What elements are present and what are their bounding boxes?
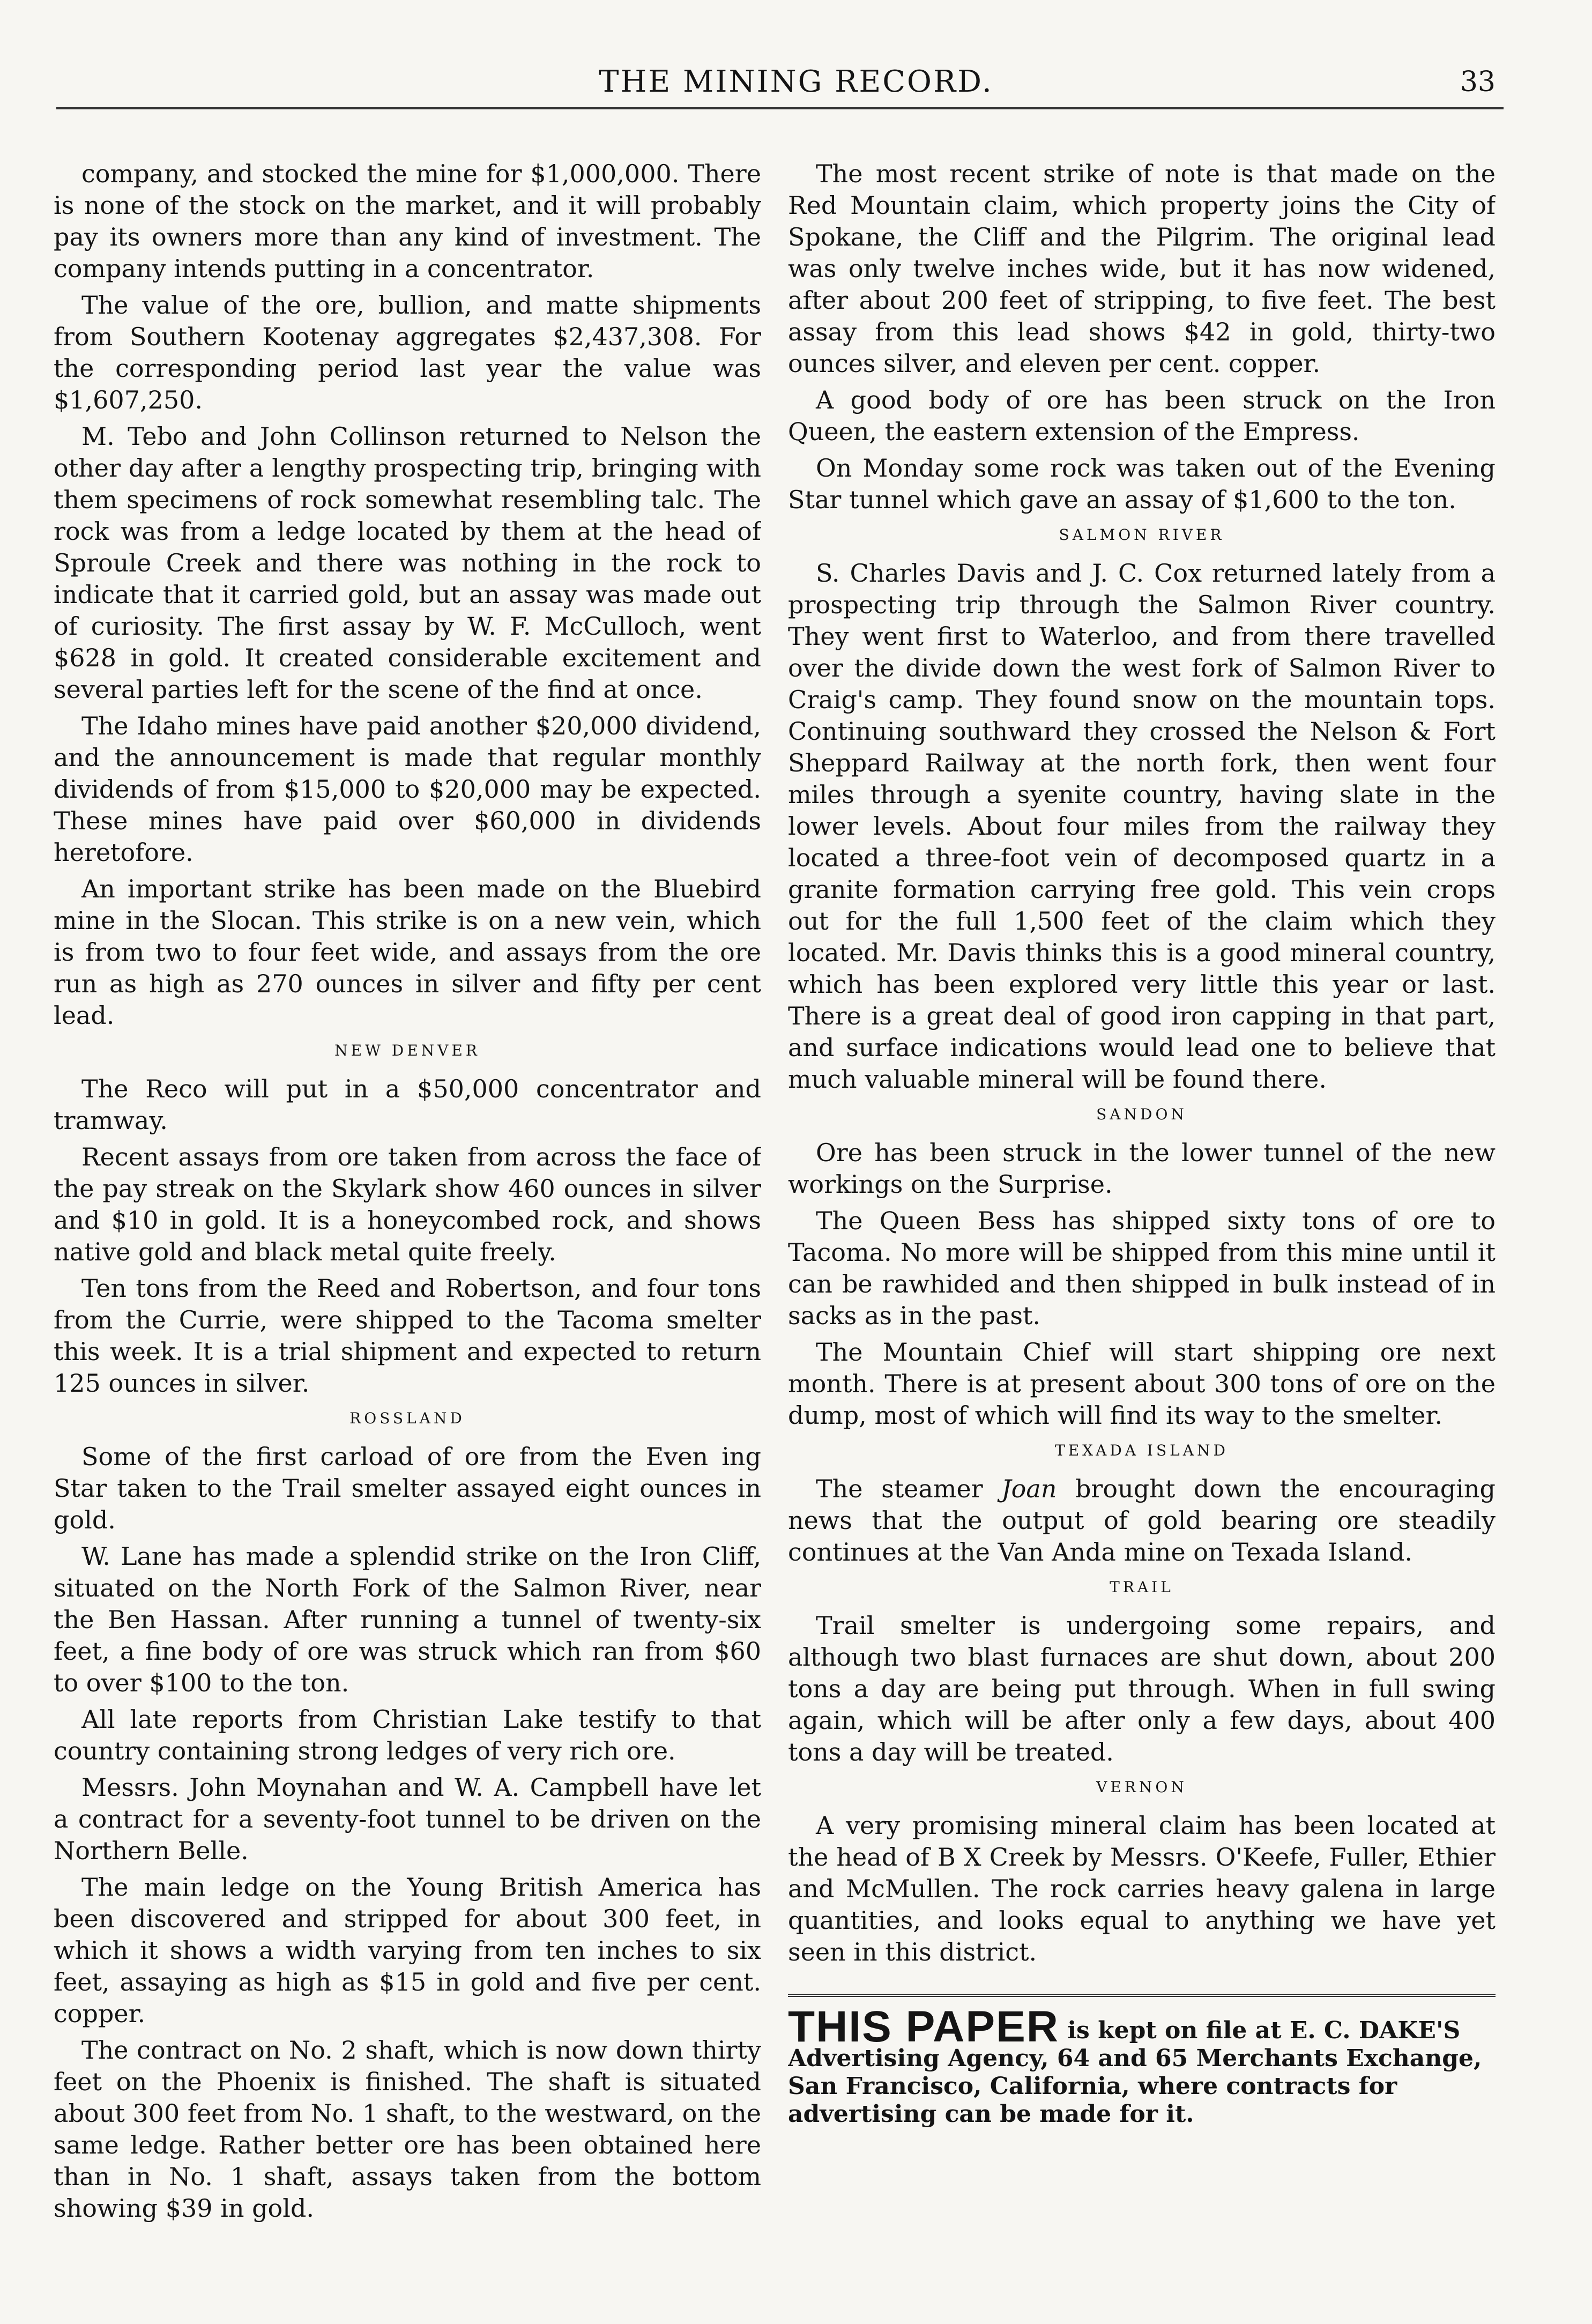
article-paragraph: M. Tebo and John Collinson returned to Nelson the other day after a lengthy prospecting trip, bringing with them specimens of rock somewhat resembling talc. The rock was from a ledge located by them at the head of Sproule Creek and there was nothing in the rock to indicate that it carried gold, but an assay was made out of curiosity. The first assay by W. F. McCulloch, went $628 in gold. It created considerable excitement and several parties left for the scene of the find at once. xyxy=(54,422,761,704)
article-paragraph: Messrs. John Moynahan and W. A. Campbell have let a contract for a seventy-foot tunnel to be driven on the Northern Belle. xyxy=(54,1773,761,1865)
article-paragraph: The Queen Bess has shipped sixty tons of ore to Tacoma. No more will be shipped from this mine until it can be rawhided and then shipped in bulk instead of in sacks as in the past. xyxy=(788,1206,1496,1330)
section-heading-salmon-river: SALMON RIVER xyxy=(1059,526,1225,544)
article-paragraph: The main ledge on the Young British America has been discovered and stripped for about 300 feet, in which it shows a width varying from ten inches to six feet, assaying as high as $15 in gold and five per cent. copper. xyxy=(54,1873,761,2028)
article-paragraph: Some of the first carload of ore from the Even ing Star taken to the Trail smelter assayed eight ounces in gold. xyxy=(54,1442,761,1534)
paragraph-text: brought down the encouraging news that the output of gold bearing ore steadily continues at the Van Anda mine on Texada Island. xyxy=(788,1474,1496,1566)
advertising-notice xyxy=(788,2002,1496,2128)
notice-rule xyxy=(788,1994,1496,1997)
article-paragraph: All late reports from Christian Lake testify to that country containing strong ledges of very rich ore. xyxy=(54,1705,761,1765)
article-paragraph: The Idaho mines have paid another $20,000 dividend, and the announcement is made that regular monthly dividends of from $15,000 to $20,000 may be expected. These mines have paid over $60,000 in dividends heretofore. xyxy=(54,711,761,867)
paragraph-text: The steamer xyxy=(816,1474,1002,1503)
article-paragraph: On Monday some rock was taken out of the Evening Star tunnel which gave an assay of $1,600 to the ton. xyxy=(788,454,1496,514)
section-heading-new-denver: NEW DENVER xyxy=(334,1042,480,1059)
article-paragraph: A good body of ore has been struck on the Iron Queen, the eastern extension of the Empress. xyxy=(788,385,1496,446)
section-heading-rossland: ROSSLAND xyxy=(349,1409,465,1427)
article-paragraph: Recent assays from ore taken from across the face of the pay streak on the Skylark show 460 ounces in silver and $10 in gold. It is a honeycombed rock, and shows native gold and black metal quite freely. xyxy=(54,1142,761,1266)
article-paragraph: The contract on No. 2 shaft, which is now down thirty feet on the Phoenix is finished. The shaft is situated about 300 feet from No. 1 shaft, to the westward, on the same ledge. Rather better ore has been obtained here than in No. 1 shaft, assays taken from the bottom showing $39 in gold. xyxy=(54,2036,761,2223)
left-column xyxy=(54,158,761,2281)
notice-lead: THIS PAPER xyxy=(788,2002,1059,2051)
section-heading-sandon: SANDON xyxy=(1096,1105,1187,1123)
article-paragraph: S. Charles Davis and J. C. Cox returned lately from a prospecting trip through the Salmon River country. They went first to Waterloo, and from there travelled over the divide down the west fork of Salmon River to Craig's camp. They found snow on the mountain tops. Continuing southward they crossed the Nelson & Fort Sheppard Railway at the north fork, then went four miles through a syenite country, having slate in the lower levels. About four miles from the railway they located a three-foot vein of decomposed quartz in a granite formation carrying free gold. This vein crops out for the full 1,500 feet of the claim which they located. Mr. Davis thinks this is a good mineral country, which has been explored very little this year or last. There is a great deal of good iron capping in that part, and surface indications would lead one to believe that much valuable mineral will be found there. xyxy=(788,559,1496,1094)
article-paragraph: Ore has been struck in the lower tunnel of the new workings on the Surprise. xyxy=(788,1138,1496,1199)
article-paragraph xyxy=(788,1473,1496,1568)
article-paragraph: The most recent strike of note is that made on the Red Mountain claim, which property joins the City of Spokane, the Cliff and the Pilgrim. The original lead was only twelve inches wide, but it has now widened, after about 200 feet of stripping, to five feet. The best assay from this lead shows $42 in gold, thirty-two ounces silver, and eleven per cent. copper. xyxy=(788,159,1496,378)
page-header xyxy=(0,63,1592,122)
header-rule xyxy=(56,107,1504,109)
section-heading-texada-island: TEXADA ISLAND xyxy=(1055,1442,1229,1459)
article-paragraph: An important strike has been made on the Bluebird mine in the Slocan. This strike is on a new vein, which is from two to four feet wide, and assays from the ore run as high as 270 ounces in silver and fifty per cent lead. xyxy=(54,874,761,1030)
article-paragraph: A very promising mineral claim has been located at the head of B X Creek by Messrs. O'Keefe, Fuller, Ethier and McMullen. The rock carries heavy galena in large quantities, and looks equal to anything we have yet seen in this district. xyxy=(788,1811,1496,1966)
section-heading-vernon: VERNON xyxy=(1096,1778,1187,1796)
page-number: 33 xyxy=(1460,66,1496,98)
vessel-name: Joan xyxy=(1001,1474,1057,1503)
notice-text: is kept on file at E. C. DAKE'S Advertising Agency, 64 and 65 Merchants Exchange, San Francisco, California, where contracts for advertising can be made for it. xyxy=(788,2017,1482,2128)
article-paragraph: The value of the ore, bullion, and matte shipments from Southern Kootenay aggregates $2,437,308. For the corresponding period last year the value was $1,607,250. xyxy=(54,291,761,414)
article-paragraph: The Mountain Chief will start shipping ore next month. There is at present about 300 tons of ore on the dump, most of which will find its way to the smelter. xyxy=(788,1338,1496,1430)
article-paragraph: The Reco will put in a $50,000 concentrator and tramway. xyxy=(54,1074,761,1135)
article-paragraph: company, and stocked the mine for $1,000,000. There is none of the stock on the market, and it will probably pay its owners more than any kind of investment. The company intends putting in a concentrator. xyxy=(54,159,761,283)
section-heading-trail: TRAIL xyxy=(1110,1578,1174,1596)
right-column xyxy=(788,158,1496,2281)
article-paragraph: Ten tons from the Reed and Robertson, and four tons from the Currie, were shipped to the Tacoma smelter this week. It is a trial shipment and expected to return 125 ounces in silver. xyxy=(54,1274,761,1398)
running-title: THE MINING RECORD. xyxy=(599,64,993,99)
article-paragraph: W. Lane has made a splendid strike on the Iron Cliff, situated on the North Fork of the Salmon River, near the Ben Hassan. After running a tunnel of twenty-six feet, a fine body of ore was struck which ran from $60 to over $100 to the ton. xyxy=(54,1542,761,1697)
article-paragraph: Trail smelter is undergoing some repairs, and although two blast furnaces are shut down, about 200 tons a day are being put through. When in full swing again, which will be after only a few days, about 400 tons a day will be treated. xyxy=(788,1611,1496,1766)
